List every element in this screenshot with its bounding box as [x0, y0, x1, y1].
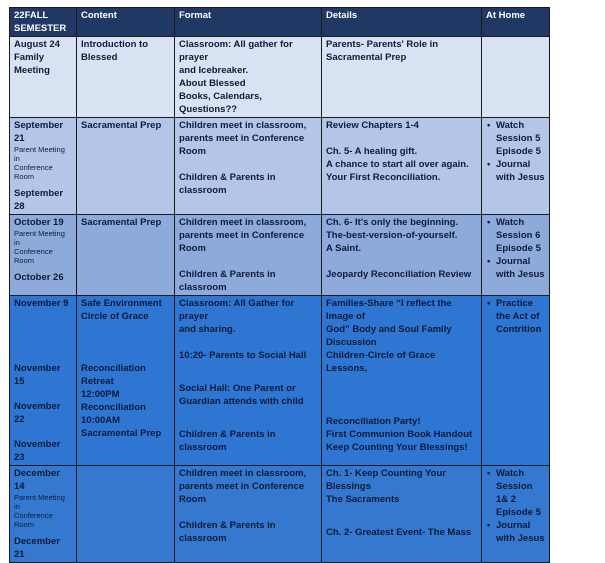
header-content: Content — [77, 8, 175, 37]
at-home-cell — [482, 215, 550, 296]
date-text: Meeting — [14, 65, 50, 76]
details-text: Ch. 5- A healing gift. — [326, 146, 418, 157]
content-text: Introduction to Blessed — [81, 39, 149, 63]
format-cell — [175, 296, 322, 466]
details-text: Sacramental Prep — [326, 52, 407, 63]
date-cell — [10, 215, 77, 296]
at-home-list — [486, 119, 545, 184]
schedule-table — [9, 7, 550, 563]
details-text: First Communion Book Handout — [326, 429, 473, 440]
details-text: Families-Share “I reflect the Image of — [326, 298, 452, 322]
details-cell — [322, 215, 482, 296]
meeting-note: Conference Room — [14, 247, 53, 265]
meeting-note: Parent Meeting in — [14, 493, 65, 511]
date-cell — [10, 466, 77, 563]
list-item: • Journal with Jesus — [496, 255, 545, 281]
format-text: About Blessed — [179, 78, 246, 89]
details-text: A chance to start all over again. — [326, 159, 469, 170]
table-row — [10, 37, 550, 118]
date-text: September 28 — [14, 188, 64, 212]
format-cell — [175, 118, 322, 215]
list-item: • Watch Session 5 Episode 5 — [496, 119, 545, 158]
format-text: parents meet in Conference — [179, 481, 305, 492]
meeting-note: Parent Meeting in — [14, 229, 65, 247]
table-row — [10, 466, 550, 563]
details-text: Keep Counting Your Blessings! — [326, 442, 468, 453]
meeting-note: Conference Room — [14, 163, 53, 181]
format-text: and sharing. — [179, 324, 236, 335]
meeting-note: Conference Room — [14, 511, 53, 529]
date-text: October 19 — [14, 217, 64, 228]
format-cell — [175, 215, 322, 296]
at-home-cell — [482, 37, 550, 118]
table-row — [10, 215, 550, 296]
at-home-list — [486, 216, 545, 281]
format-cell — [175, 37, 322, 118]
date-cell — [10, 118, 77, 215]
content-text: 10:00AM — [81, 415, 121, 426]
details-cell — [322, 37, 482, 118]
content-text: 12:00PM — [81, 389, 120, 400]
date-cell — [10, 296, 77, 466]
content-cell — [77, 296, 175, 466]
date-text: November 23 — [14, 439, 61, 463]
details-text: Ch. 6- It's only the beginning. — [326, 217, 459, 228]
format-text: Guardian attends with child — [179, 396, 304, 407]
at-home-cell — [482, 118, 550, 215]
details-text: Children-Circle of Grace Lessons, — [326, 350, 436, 374]
date-text: August 24 — [14, 39, 60, 50]
meeting-note: Parent Meeting in — [14, 145, 65, 163]
format-text: Social Hall: One Parent or — [179, 383, 296, 394]
details-cell — [322, 296, 482, 466]
content-text: Sacramental Prep — [81, 120, 162, 131]
at-home-list — [486, 297, 545, 336]
content-text: Reconciliation — [81, 402, 146, 413]
format-cell — [175, 466, 322, 563]
format-text: Children & Parents in classroom — [179, 269, 276, 293]
header-row — [10, 8, 550, 37]
format-text: Room — [179, 243, 206, 254]
format-text: Children meet in classroom, — [179, 468, 307, 479]
details-text: A Saint. — [326, 243, 362, 254]
header-at-home: At Home — [482, 8, 550, 37]
format-text: Children & Parents in classroom — [179, 429, 276, 453]
details-text: Discussion — [326, 337, 377, 348]
date-text: November 15 — [14, 363, 61, 387]
content-cell — [77, 466, 175, 563]
header-details: Details — [322, 8, 482, 37]
list-item: • Practice the Act of Contrition — [496, 297, 545, 336]
details-cell — [322, 118, 482, 215]
content-text: Safe Environment — [81, 298, 162, 309]
format-text: Room — [179, 494, 206, 505]
content-cell — [77, 215, 175, 296]
format-text: Books, Calendars, Questions?? — [179, 91, 262, 115]
at-home-cell — [482, 296, 550, 466]
date-text: October 26 — [14, 272, 64, 283]
date-text: Family — [14, 52, 45, 63]
table-row — [10, 118, 550, 215]
details-text: Your First Reconciliation. — [326, 172, 441, 183]
header-format: Format — [175, 8, 322, 37]
at-home-cell — [482, 466, 550, 563]
content-cell — [77, 118, 175, 215]
content-text: Reconciliation Retreat — [81, 363, 146, 387]
details-text: Review Chapters 1-4 — [326, 120, 419, 131]
header-semester: 22FALL SEMESTER — [10, 8, 77, 37]
at-home-list — [486, 467, 545, 545]
list-item: • Watch Session 1& 2 Episode 5 — [496, 467, 545, 519]
format-text: Room — [179, 146, 206, 157]
date-text: December 14 — [14, 468, 60, 492]
details-text: Jeopardy Reconciliation Review — [326, 269, 472, 280]
format-text: Classroom: All gather for prayer — [179, 39, 293, 63]
format-text: Children & Parents in classroom — [179, 520, 276, 544]
details-text: Ch. 2- Greatest Event- The Mass — [326, 527, 472, 538]
format-text: Classroom: All Gather for prayer — [179, 298, 295, 322]
content-cell — [77, 37, 175, 118]
content-text: Sacramental Prep — [81, 428, 162, 439]
date-text: November 9 — [14, 298, 69, 309]
list-item: • Journal with Jesus — [496, 158, 545, 184]
date-cell — [10, 37, 77, 118]
details-text: God” Body and Soul Family — [326, 324, 452, 335]
format-text: and Icebreaker. — [179, 65, 249, 76]
format-text: Children & Parents in classroom — [179, 172, 276, 196]
table-row — [10, 296, 550, 466]
format-text: Children meet in classroom, — [179, 217, 307, 228]
details-text: Parents- Parents' Role in — [326, 39, 439, 50]
details-text: Reconciliation Party! — [326, 416, 421, 427]
list-item: • Journal with Jesus — [496, 519, 545, 545]
format-text: 10:20- Parents to Social Hall — [179, 350, 307, 361]
date-text: November 22 — [14, 401, 61, 425]
content-text: Circle of Grace — [81, 311, 149, 322]
date-text: September 21 — [14, 120, 64, 144]
details-text: The-best-version-of-yourself. — [326, 230, 458, 241]
details-text: Ch. 1- Keep Counting Your Blessings — [326, 468, 446, 492]
format-text: parents meet in Conference — [179, 230, 305, 241]
details-text: The Sacraments — [326, 494, 400, 505]
date-text: December 21 — [14, 536, 60, 560]
content-text: Sacramental Prep — [81, 217, 162, 228]
format-text: parents meet in Conference — [179, 133, 305, 144]
list-item: • Watch Session 6 Episode 5 — [496, 216, 545, 255]
details-cell — [322, 466, 482, 563]
schedule-wrapper — [9, 7, 550, 563]
format-text: Children meet in classroom, — [179, 120, 307, 131]
